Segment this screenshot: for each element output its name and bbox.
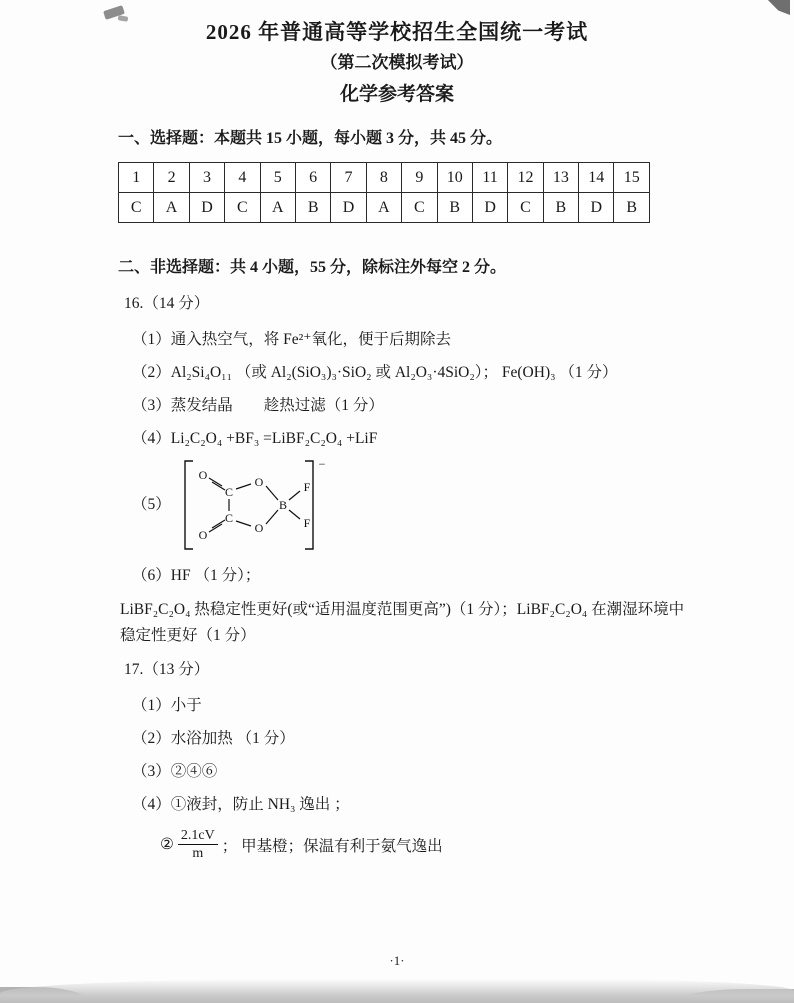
atom-c-bottom: C bbox=[224, 511, 233, 525]
q16-item-1: （1）通入热空气，将 Fe²⁺氧化，便于后期除去 bbox=[132, 331, 451, 348]
subject-title: 化学参考答案 bbox=[339, 84, 454, 105]
q16-item-6: （6）HF （1 分）； bbox=[132, 567, 261, 584]
q17-item-4b bbox=[160, 827, 686, 862]
answer-cell: B bbox=[614, 193, 650, 223]
choice-section-heading: 一、选择题：本题共 15 小题，每小题 3 分，共 45 分。 bbox=[118, 130, 503, 147]
answer-cell: D bbox=[189, 193, 224, 223]
answer-cell: D bbox=[472, 193, 507, 223]
question-number-cell: 2 bbox=[154, 163, 189, 193]
question-number-cell: 10 bbox=[437, 163, 472, 193]
atom-o-exo-top: O bbox=[198, 468, 208, 482]
answer-cell: A bbox=[260, 193, 295, 223]
answer-table bbox=[118, 162, 650, 223]
q17-item-4b-suffix: ； 甲基橙；保温有利于氨气逸出 bbox=[221, 837, 443, 855]
atom-o-exo-bottom: O bbox=[198, 528, 208, 542]
answer-cell: A bbox=[366, 193, 401, 223]
atom-o-ring-bottom: O bbox=[254, 521, 264, 535]
exam-title: 2026 年普通高等学校招生全国统一考试 bbox=[205, 20, 589, 44]
answer-cell: D bbox=[331, 193, 366, 223]
q17-item-3: （3）②④⑥ bbox=[132, 763, 218, 780]
q17-item-1: （1）小于 bbox=[132, 697, 202, 714]
answer-cell: B bbox=[543, 193, 578, 223]
q17-item-4b-prefix: ② bbox=[160, 836, 174, 853]
bond-b-f-bottom bbox=[289, 510, 300, 519]
question-number-cell: 15 bbox=[614, 163, 650, 193]
question-number-cell: 13 bbox=[543, 163, 578, 193]
answer-cell: C bbox=[225, 193, 260, 223]
exam-subtitle: （第二次模拟考试） bbox=[320, 53, 474, 72]
answer-cell: A bbox=[154, 193, 189, 223]
bond-b-f-top bbox=[289, 491, 300, 500]
question-number-row bbox=[119, 163, 650, 193]
title-block bbox=[0, 0, 794, 112]
question-number-cell: 9 bbox=[402, 163, 437, 193]
answer-cell: C bbox=[508, 193, 543, 223]
bond-o-b-bottom bbox=[266, 510, 278, 524]
question-number-cell: 11 bbox=[472, 163, 507, 193]
page-number: ·1· bbox=[389, 953, 405, 968]
q16-item5-label: （5） bbox=[132, 496, 171, 513]
scan-artifact bbox=[674, 989, 794, 1003]
answer-row bbox=[119, 193, 650, 223]
answer-cell: D bbox=[579, 193, 614, 223]
atom-f-top: F bbox=[303, 480, 311, 494]
q16-item-6-continued: LiBF₂C₂O₄ 热稳定性更好(或“适用温度范围更高”)（1 分）；LiBF₂C₂O₄ 在潮湿环境中稳定性更好（1 分） bbox=[120, 601, 685, 644]
question-number-cell: 5 bbox=[260, 163, 295, 193]
free-section-heading: 二、非选择题：共 4 小题，55 分，除标注外每空 2 分。 bbox=[118, 259, 507, 276]
bond-c-o-ring-top bbox=[236, 484, 251, 489]
bond-c-o-ring-bottom bbox=[236, 521, 251, 526]
q17-item-4a: （4）①液封，防止 NH₃ 逸出 ； bbox=[132, 796, 350, 813]
answer-cell: B bbox=[295, 193, 330, 223]
atom-o-ring-top: O bbox=[254, 475, 264, 489]
question-number-cell: 12 bbox=[508, 163, 543, 193]
atom-b: B bbox=[278, 498, 287, 512]
atom-f-bottom: F bbox=[303, 516, 311, 530]
answer-cell: C bbox=[119, 193, 154, 223]
negative-charge: − bbox=[318, 457, 326, 471]
answer-content bbox=[0, 112, 794, 862]
answer-cell: C bbox=[402, 193, 437, 223]
question-number-cell: 8 bbox=[366, 163, 401, 193]
fraction-numerator: 2.1cV bbox=[178, 827, 218, 845]
question-number-cell: 6 bbox=[295, 163, 330, 193]
bond-o-b-top bbox=[266, 486, 278, 500]
fraction-denominator: m bbox=[192, 846, 204, 861]
q16-item-5 bbox=[132, 455, 686, 555]
question-number-cell: 1 bbox=[119, 163, 154, 193]
question-number-cell: 3 bbox=[189, 163, 224, 193]
q16-item-2: （2）Al₂Si₄O₁₁ （或 Al₂(SiO₃)₃·SiO₂ 或 Al₂O₃·4SiO₂）； Fe(OH)₃ （1 分） bbox=[132, 364, 618, 381]
right-bracket bbox=[305, 461, 313, 549]
left-bracket bbox=[185, 461, 193, 549]
question-number-cell: 7 bbox=[331, 163, 366, 193]
scan-artifact bbox=[0, 987, 90, 1003]
q16-item-3: （3）蒸发结晶 趁热过滤（1 分） bbox=[132, 397, 384, 414]
libf2c2o4-structure-diagram bbox=[179, 455, 331, 555]
fraction-2-1cv-over-m bbox=[178, 827, 218, 862]
question-number-cell: 4 bbox=[225, 163, 260, 193]
answer-cell: B bbox=[437, 193, 472, 223]
q16-item-4: （4）Li₂C₂O₄ +BF₃ =LiBF₂C₂O₄ +LiF bbox=[132, 430, 378, 447]
q16-label: 16.（14 分） bbox=[124, 295, 210, 312]
scan-artifact bbox=[0, 979, 794, 1003]
atom-c-top: C bbox=[224, 485, 233, 499]
q17-item-2: （2）水浴加热 （1 分） bbox=[132, 730, 295, 747]
question-number-cell: 14 bbox=[579, 163, 614, 193]
q17-label: 17.（13 分） bbox=[124, 661, 210, 678]
